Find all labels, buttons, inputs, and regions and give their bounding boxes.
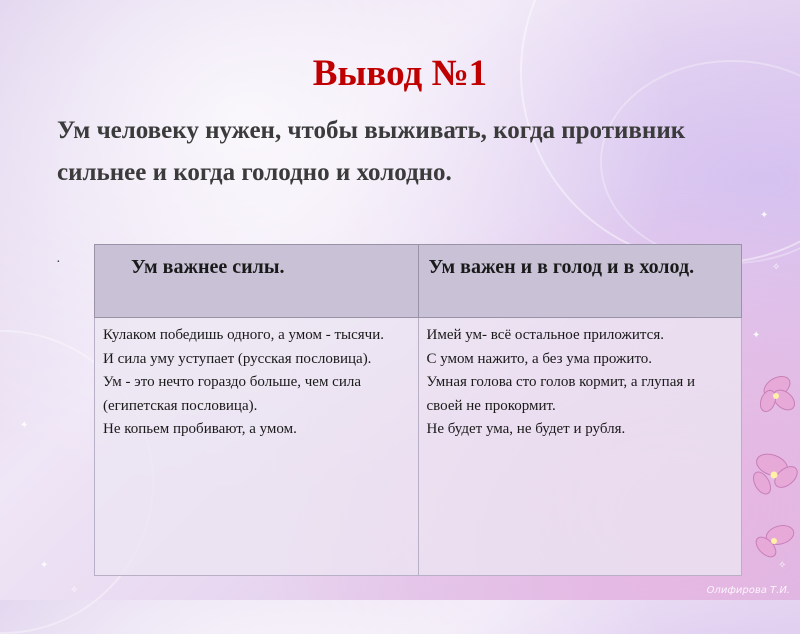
table-row: [95, 318, 742, 576]
sparkle-icon: ✧: [70, 585, 79, 596]
proverb-line: Кулаком победишь одного, а умом - тысячи.: [103, 327, 384, 343]
sparkle-icon: ✧: [778, 560, 787, 571]
proverb-line: Имей ум- всё остальное приложится.: [426, 327, 664, 343]
sparkle-icon: ✦: [752, 330, 761, 341]
proverbs-cell-left: [95, 318, 419, 576]
proverbs-cell-right: [418, 318, 742, 576]
sparkle-icon: ✦: [760, 210, 769, 221]
author-watermark: Олифирова Т.И.: [706, 585, 790, 596]
column-header-strength: Ум важнее силы.: [95, 245, 419, 318]
proverb-line: Ум - это нечто гораздо больше, чем сила (египетская пословица).: [103, 374, 362, 414]
proverb-line: Не копьем пробивают, а умом.: [103, 421, 297, 437]
proverb-line: И сила уму уступает (русская пословица).: [103, 350, 372, 367]
table-header-row: [95, 245, 742, 318]
bullet-mark: ·: [56, 255, 61, 270]
sparkle-icon: ✧: [772, 262, 781, 273]
slide-title: Вывод №1: [312, 53, 488, 94]
column-header-hunger-cold: Ум важен и в голод и в холод.: [418, 245, 742, 318]
sparkle-icon: ✦: [40, 560, 49, 571]
proverb-line: Умная голова сто голов кормит, а глупая и своей не прокормит.: [426, 374, 696, 414]
orchid-flower-icon: [742, 365, 800, 565]
proverb-line: Не будет ума, не будет и рубля.: [426, 421, 626, 437]
summary-text: Ум человеку нужен, чтобы выживать, когда противник сильнее и когда голодно и холодно.: [57, 117, 686, 186]
proverbs-table: [94, 244, 742, 576]
sparkle-icon: ✦: [20, 420, 29, 431]
proverb-line: С умом нажито, а без ума прожито.: [426, 350, 653, 367]
